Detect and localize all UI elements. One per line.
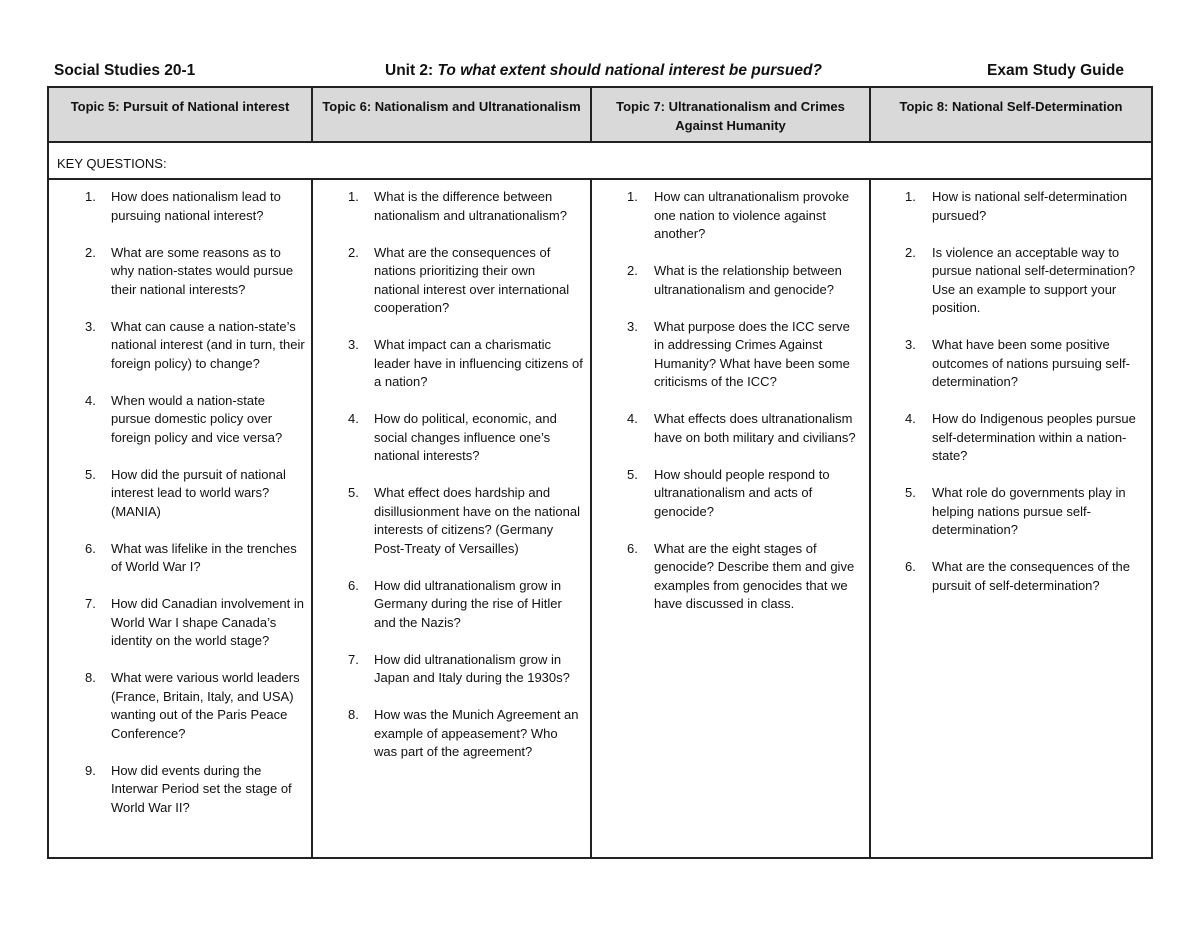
topic-7-questions bbox=[591, 179, 870, 858]
list-item: 8. What were various world leaders (France, Britain, Italy, and USA) wanting out of the Paris Peace Conference? bbox=[85, 670, 300, 741]
unit-title bbox=[385, 62, 822, 80]
topic-8-questions bbox=[870, 179, 1152, 858]
list-item: 2. What are the consequences of nations prioritizing their own national interest over international cooperation? bbox=[348, 244, 570, 315]
list-item: 4. How do Indigenous peoples pursue self-determination within a nation-state? bbox=[905, 411, 1136, 463]
question-list bbox=[592, 180, 869, 642]
list-item: 7. How did ultranationalism grow in Japan and Italy during the 1930s? bbox=[348, 651, 570, 685]
list-item: 2. What is the relationship between ultranationalism and genocide? bbox=[627, 263, 842, 297]
list-item: 6. What was lifelike in the trenches of World War I? bbox=[85, 540, 297, 574]
list-item: 5. What role do governments play in helping nations pursue self-determination? bbox=[905, 485, 1126, 537]
list-item: 3. What purpose does the ICC serve in addressing Crimes Against Humanity? What have been some criticisms of the ICC? bbox=[627, 318, 850, 389]
list-item: 8. How was the Munich Agreement an example of appeasement? Who was part of the agreement? bbox=[348, 707, 579, 759]
list-item: 5. What effect does hardship and disillusionment have on the national interests of citizens? (Germany Post-Treaty of Versailles) bbox=[348, 485, 580, 556]
list-item: 1. What is the difference between nationalism and ultranationalism? bbox=[348, 189, 567, 223]
list-item: 4. How do political, economic, and social changes influence one’s national interests? bbox=[348, 411, 557, 463]
list-item: 4. What effects does ultranationalism have on both military and civilians? bbox=[627, 411, 856, 445]
list-item: 3. What can cause a nation-state’s national interest (and in turn, their foreign policy) to change? bbox=[85, 318, 305, 371]
course-title: Social Studies 20-1 bbox=[54, 62, 196, 79]
list-item: 2. Is violence an acceptable way to pursue national self-determination? Use an example to support your position. bbox=[905, 244, 1136, 315]
topic-5-questions bbox=[48, 179, 312, 858]
list-item: 5. How should people respond to ultranationalism and acts of genocide? bbox=[627, 466, 830, 519]
study-guide-table bbox=[47, 86, 1153, 859]
list-item: 1. How is national self-determination pursued? bbox=[905, 189, 1128, 223]
topic-8-header: Topic 8: National Self-Determination bbox=[870, 87, 1152, 142]
unit-question: To what extent should national interest be pursued? bbox=[437, 62, 822, 79]
guide-title: Exam Study Guide bbox=[987, 62, 1124, 79]
key-questions-row bbox=[48, 142, 1152, 179]
question-list bbox=[871, 180, 1151, 624]
topic-7-header: Topic 7: Ultranationalism and Crimes Against Humanity bbox=[591, 87, 870, 142]
topic-5-header: Topic 5: Pursuit of National interest bbox=[48, 87, 312, 142]
list-item: 2. What are some reasons as to why nation-states would pursue their national interests? bbox=[85, 244, 294, 297]
topic-6-questions bbox=[312, 179, 591, 858]
topic-6-header: Topic 6: Nationalism and Ultranationalism bbox=[312, 87, 591, 142]
questions-row bbox=[48, 179, 1152, 858]
list-item: 6. How did ultranationalism grow in Germany during the rise of Hitler and the Nazis? bbox=[348, 577, 562, 630]
list-item: 4. When would a nation-state pursue domestic policy over foreign policy and vice versa? bbox=[85, 392, 283, 445]
list-item: 1. How does nationalism lead to pursuing national interest? bbox=[85, 189, 281, 223]
list-item: 7. How did Canadian involvement in World War I shape Canada’s identity on the world stage? bbox=[85, 596, 304, 648]
list-item: 6. What are the eight stages of genocide? Describe them and give examples from genocides that we have discussed in class. bbox=[627, 540, 855, 611]
question-list bbox=[313, 180, 590, 790]
list-item: 9. How did events during the Interwar Period set the stage of World War II? bbox=[85, 762, 292, 815]
list-item: 3. What impact can a charismatic leader have in influencing citizens of a nation? bbox=[348, 337, 583, 389]
list-item: 6. What are the consequences of the pursuit of self-determination? bbox=[905, 559, 1131, 593]
question-list bbox=[49, 180, 311, 846]
list-item: 5. How did the pursuit of national interest lead to world wars? (MANIA) bbox=[85, 466, 286, 519]
unit-prefix: Unit 2: bbox=[385, 62, 438, 79]
topic-header-row bbox=[48, 87, 1152, 142]
list-item: 1. How can ultranationalism provoke one nation to violence against another? bbox=[627, 189, 850, 241]
key-questions-label: KEY QUESTIONS: bbox=[48, 142, 1152, 179]
page-header bbox=[54, 62, 1124, 86]
list-item: 3. What have been some positive outcomes of nations pursuing self-determination? bbox=[905, 337, 1130, 389]
